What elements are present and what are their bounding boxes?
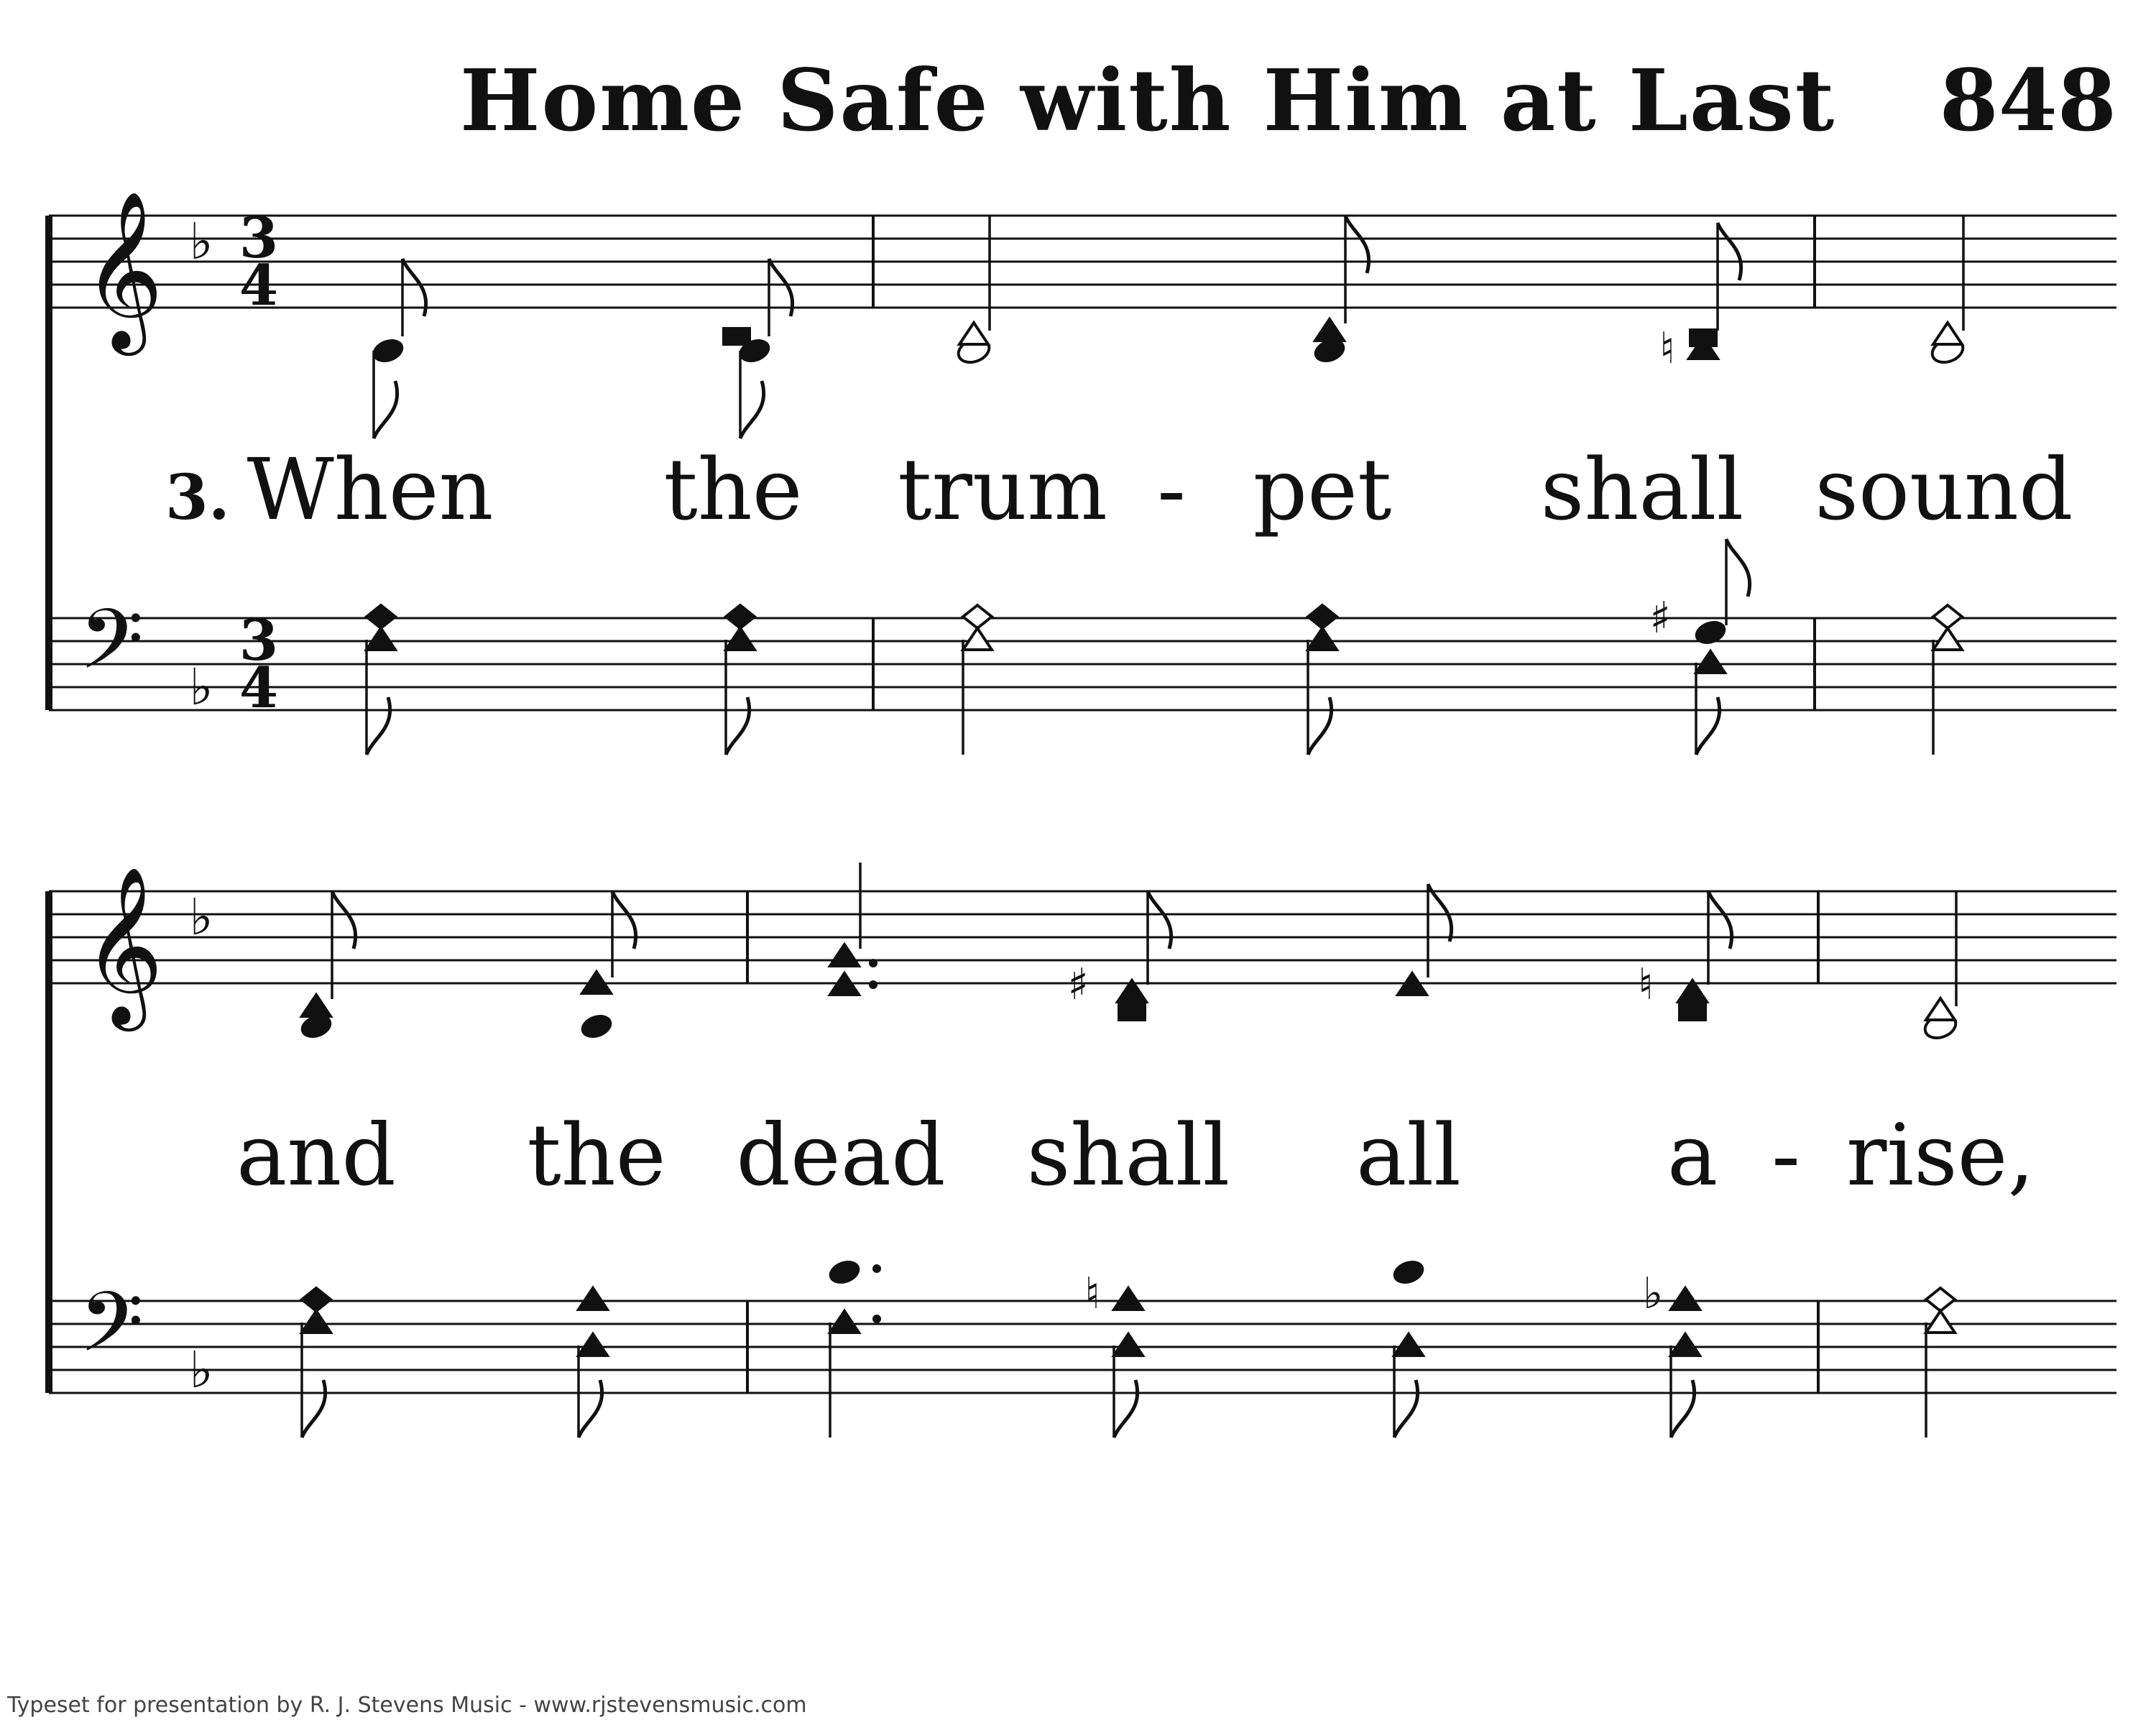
- lyric-syllable: the: [663, 440, 803, 539]
- eighth-flag: [726, 697, 750, 755]
- lyric-syllable: pet: [1253, 440, 1392, 539]
- lyric-syllable: -: [1157, 440, 1186, 539]
- accidental: ♮: [1659, 323, 1675, 374]
- bass-staff-1: [49, 618, 2116, 710]
- eighth-flag: [1718, 223, 1741, 280]
- shape-note-head: [1114, 1334, 1143, 1356]
- shape-note-head: [302, 995, 331, 1016]
- shape-note-head: [1315, 319, 1344, 341]
- eighth-flag: [1428, 884, 1452, 942]
- eighth-flag: [367, 697, 390, 755]
- shape-note-head: [1696, 651, 1725, 673]
- shape-note-head: [963, 605, 992, 628]
- eighth-flag: [1345, 216, 1369, 273]
- lyric-syllable: shall: [1540, 440, 1744, 539]
- note-head: [826, 1256, 863, 1287]
- shape-note-head: [726, 605, 755, 628]
- note-head: [1692, 617, 1729, 648]
- treble-staff-1: [49, 216, 2116, 308]
- eighth-flag: [1708, 891, 1732, 949]
- augmentation-dot: [869, 980, 877, 989]
- treble-clef-icon: 𝄞: [83, 190, 164, 349]
- shape-note-head: [726, 628, 755, 650]
- lyric-syllable: and: [236, 1105, 396, 1205]
- lyric-syllable: sound: [1815, 440, 2073, 539]
- lyric-syllable: trum: [898, 440, 1107, 539]
- eighth-flag: [302, 1380, 326, 1438]
- eighth-flag: [1148, 891, 1171, 949]
- shape-note-head: [302, 1288, 331, 1311]
- augmentation-dot: [869, 959, 877, 967]
- hymn-number: 848: [1939, 50, 2116, 150]
- note-head: [578, 1011, 615, 1041]
- shape-note-head: [579, 1334, 607, 1356]
- accidental: ♮: [1638, 960, 1654, 1010]
- shape-note-head: [1394, 1334, 1423, 1356]
- eighth-flag: [1671, 1380, 1695, 1438]
- shape-note-head: [1933, 628, 1962, 650]
- eighth-flag: [1696, 697, 1720, 755]
- shape-note-head: [1926, 998, 1955, 1020]
- shape-note-head: [830, 1311, 859, 1333]
- lyric-syllable: -: [1772, 1105, 1800, 1205]
- accidental: ♭: [1642, 1269, 1664, 1319]
- shape-note-head: [1678, 1003, 1707, 1021]
- eighth-flag: [1726, 539, 1750, 597]
- verse-number: 3.: [165, 461, 230, 534]
- shape-note-head: [1308, 628, 1337, 650]
- eighth-flag: [579, 1380, 602, 1438]
- shape-note-head: [1308, 605, 1337, 628]
- bass-clef-icon: 𝄢: [79, 592, 144, 709]
- accidental: ♯: [1649, 593, 1671, 643]
- time-signature-top: 3: [239, 206, 279, 271]
- shape-note-head: [830, 944, 859, 966]
- shape-note-head: [1926, 1288, 1955, 1311]
- shape-note-head: [367, 605, 395, 628]
- note-head: [1390, 1256, 1427, 1287]
- bass-staff-2: [49, 1301, 2116, 1393]
- augmentation-dot: [872, 1315, 881, 1323]
- treble-clef-icon: 𝄞: [83, 865, 164, 1024]
- lyric-syllable: the: [527, 1105, 666, 1205]
- accidental: ♭: [189, 212, 213, 271]
- shape-note-head: [722, 327, 751, 346]
- shape-note-head: [1114, 1288, 1143, 1310]
- shape-note-head: [1933, 323, 1962, 344]
- eighth-flag: [740, 381, 764, 438]
- eighth-flag: [1114, 1380, 1138, 1438]
- note-head: [369, 335, 407, 366]
- accidental: ♮: [1084, 1269, 1100, 1319]
- accidental: ♭: [189, 1340, 213, 1399]
- lyric-syllable: a: [1667, 1105, 1718, 1205]
- eighth-flag: [332, 891, 356, 949]
- lyric-syllable: When: [247, 440, 494, 539]
- time-signature-bottom: 4: [239, 253, 279, 318]
- shape-note-head: [302, 1311, 331, 1333]
- shape-note-head: [963, 628, 992, 650]
- hymn-title: Home Safe with Him at Last: [460, 50, 1836, 150]
- shape-note-head: [1933, 605, 1962, 628]
- lyric-syllable: rise,: [1846, 1105, 2035, 1205]
- shape-note-head: [1671, 1334, 1700, 1356]
- shape-note-head: [579, 1288, 607, 1310]
- time-signature-top: 3: [239, 608, 279, 673]
- shape-note-head: [1926, 1311, 1955, 1333]
- shape-note-head: [1118, 1003, 1146, 1021]
- lyric-syllable: shall: [1026, 1105, 1230, 1205]
- eighth-flag: [612, 891, 636, 949]
- bass-clef-icon: 𝄢: [79, 1274, 144, 1392]
- eighth-flag: [1308, 697, 1332, 755]
- shape-note-head: [367, 628, 395, 650]
- eighth-flag: [1394, 1380, 1418, 1438]
- lyric-syllable: all: [1356, 1105, 1461, 1205]
- shape-note-head: [1671, 1288, 1700, 1310]
- time-signature-bottom: 4: [239, 656, 279, 721]
- accidental: ♭: [189, 658, 213, 717]
- lyric-syllable: dead: [736, 1105, 946, 1205]
- augmentation-dot: [872, 1264, 881, 1273]
- eighth-flag: [374, 381, 397, 438]
- accidental: ♯: [1067, 960, 1089, 1010]
- accidental: ♭: [189, 888, 213, 947]
- typesetter-credit: Typeset for presentation by R. J. Stevens Music - www.rjstevensmusic.com: [7, 1693, 807, 1718]
- shape-note-head: [959, 323, 988, 344]
